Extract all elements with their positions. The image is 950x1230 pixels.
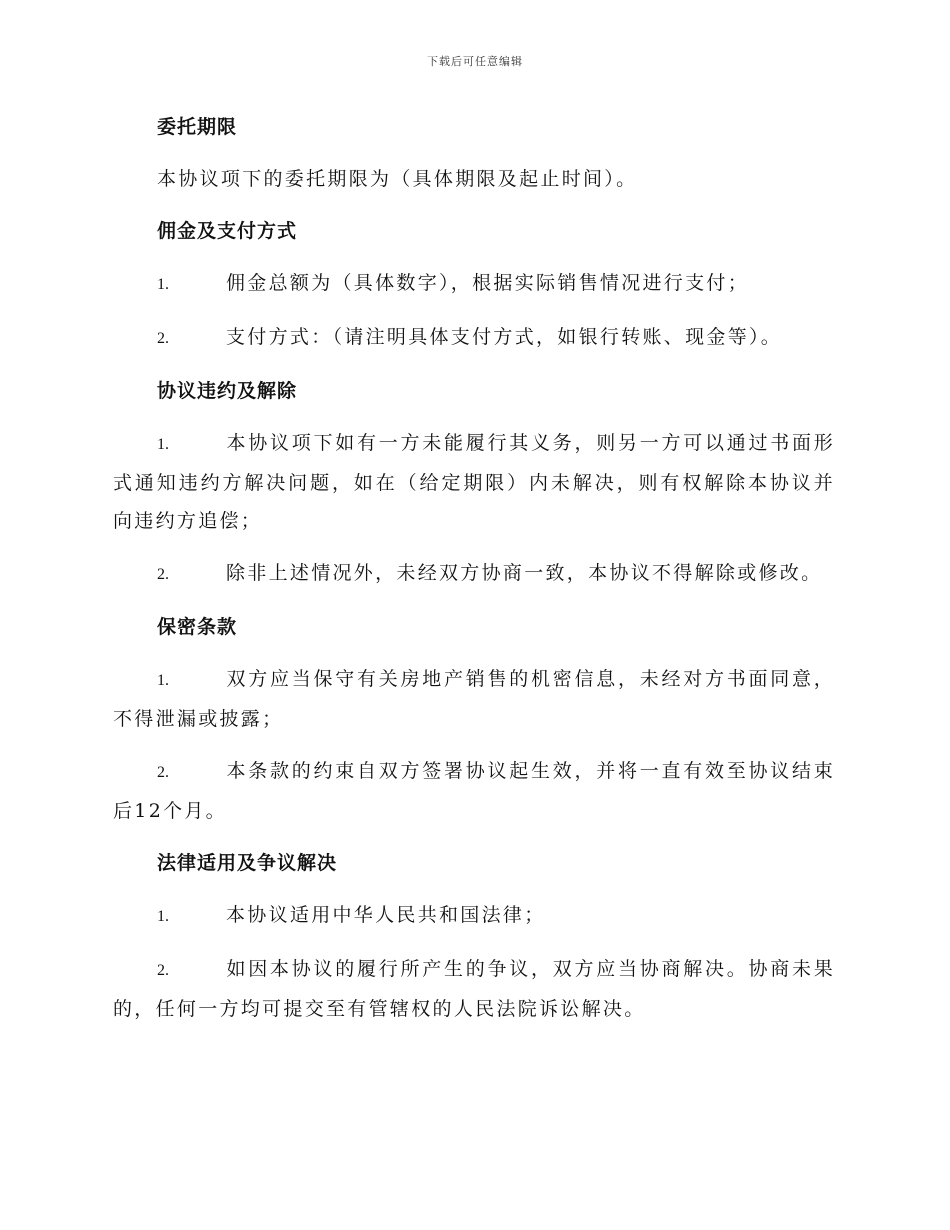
section-paragraph: 本协议项下的委托期限为（具体期限及起止时间）。 (157, 168, 638, 190)
item-text: 支付方式：（请注明具体支付方式，如银行转账、现金等）。 (226, 326, 783, 348)
item-number: 1. (157, 436, 169, 453)
item-text: 本协议项下如有一方未能履行其义务，则另一方可以通过书面形式通知违约方解决问题，如在（给定期限）内未解决，则有权解除本协议并向违约方追偿； (113, 432, 835, 532)
list-item (113, 896, 835, 936)
list-item (113, 752, 835, 830)
section-title-law: 法律适用及争议解决 (157, 852, 338, 874)
item-text: 佣金总额为（具体数字），根据实际销售情况进行支付； (226, 272, 750, 294)
list-item (113, 554, 835, 594)
page-header: 下载后可任意编辑 (427, 55, 523, 68)
section-title-commission: 佣金及支付方式 (157, 220, 298, 242)
item-number: 2. (157, 962, 169, 979)
list-item (113, 660, 835, 738)
list-item (113, 318, 835, 358)
item-text: 除非上述情况外，未经双方协商一致，本协议不得解除或修改。 (226, 562, 823, 584)
list-item (113, 424, 835, 540)
section-title-confidentiality: 保密条款 (157, 616, 238, 638)
item-number: 2. (157, 566, 169, 583)
item-number: 1. (157, 908, 169, 925)
item-text: 双方应当保守有关房地产销售的机密信息，未经对方书面同意，不得泄漏或披露； (113, 668, 835, 730)
section-title-term: 委托期限 (157, 116, 238, 138)
list-item (113, 264, 835, 304)
item-text: 如因本协议的履行所产生的争议，双方应当协商解决。协商未果的，任何一方均可提交至有管辖权的人民法院诉讼解决。 (113, 958, 835, 1020)
list-item (113, 950, 835, 1028)
section-title-breach: 协议违约及解除 (157, 380, 298, 402)
item-number: 2. (157, 330, 169, 347)
item-number: 2. (157, 764, 169, 781)
item-number: 1. (157, 276, 169, 293)
document-body (113, 108, 835, 1042)
item-text: 本条款的约束自双方签署协议起生效，并将一直有效至协议结束后12个月。 (113, 760, 835, 822)
item-text: 本协议适用中华人民共和国法律； (226, 904, 546, 926)
item-number: 1. (157, 672, 169, 689)
